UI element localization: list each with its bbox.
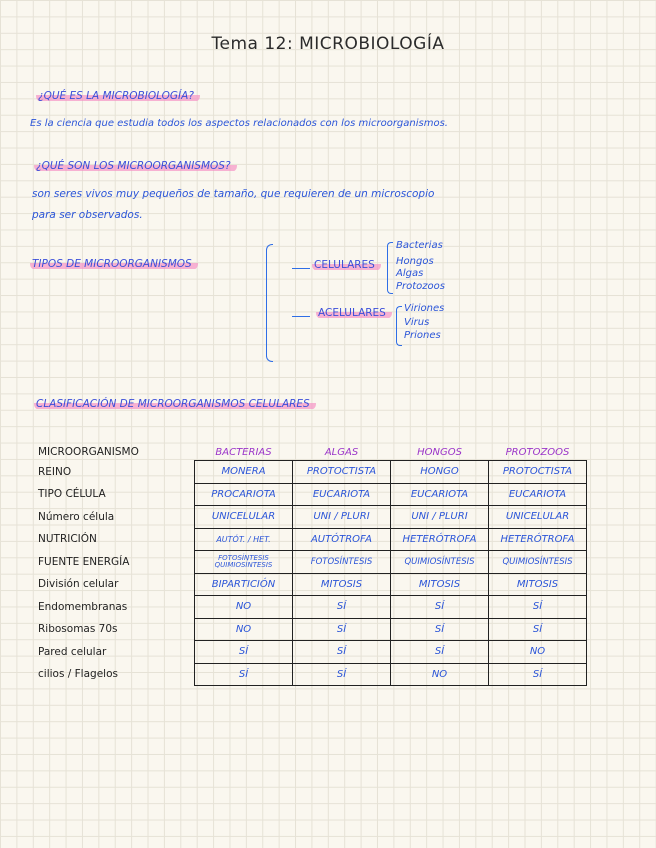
- table-row: [38, 483, 587, 506]
- table-cell: SÍ: [195, 641, 293, 664]
- table-cell: NO: [195, 618, 293, 641]
- cellular-item: Bacterias: [396, 240, 443, 251]
- column-header: BACTERIAS: [195, 444, 293, 461]
- answer-text: son seres vivos muy pequeños de tamaño, que requieren de un microscopio: [32, 188, 435, 200]
- column-header: PROTOZOOS: [489, 444, 587, 461]
- table-cell: SÍ: [293, 663, 391, 686]
- question-heading: ¿QUÉ ES LA MICROBIOLOGÍA?: [36, 90, 200, 102]
- table-cell: UNI / PLURI: [391, 506, 489, 529]
- table-cell: AUTÓTROFA: [293, 528, 391, 551]
- table-cell: NO: [195, 596, 293, 619]
- cellular-item: Algas: [396, 268, 424, 279]
- table-row: [38, 573, 587, 596]
- table-cell: SÍ: [195, 663, 293, 686]
- table-cell: AUTÓT. / HET.: [195, 528, 293, 551]
- tree-connector: [292, 316, 310, 317]
- classification-heading: CLASIFICACIÓN DE MICROORGANISMOS CELULARES: [34, 398, 316, 410]
- table-cell: MITOSIS: [293, 573, 391, 596]
- table-row: [38, 506, 587, 529]
- row-label: Ribosomas 70s: [38, 623, 118, 636]
- row-label: FUENTE ENERGÍA: [38, 555, 130, 568]
- table-cell: SÍ: [293, 618, 391, 641]
- table-cell: UNICELULAR: [489, 506, 587, 529]
- table-cell: BIPARTICIÓN: [195, 573, 293, 596]
- table-row: [38, 641, 587, 664]
- table-cell: HETERÓTROFA: [391, 528, 489, 551]
- classification-table: [38, 444, 587, 686]
- row-label: MICROORGANISMO: [38, 446, 139, 459]
- table-cell: MONERA: [195, 461, 293, 484]
- row-label: NUTRICIÓN: [38, 533, 97, 546]
- answer-text: Es la ciencia que estudia todos los aspectos relacionados con los microorganismos.: [30, 118, 448, 129]
- row-label: División celular: [38, 578, 119, 591]
- table-row: [38, 618, 587, 641]
- acellular-label: ACELULARES: [316, 307, 392, 319]
- acellular-item: Virus: [404, 317, 430, 328]
- table-cell: QUIMIOSÍNTESIS: [489, 551, 587, 574]
- tree-brace-main: [266, 244, 273, 362]
- row-label: Endomembranas: [38, 600, 128, 613]
- table-cell: QUIMIOSÍNTESIS: [391, 551, 489, 574]
- table-cell: SÍ: [293, 596, 391, 619]
- table-cell: MITOSIS: [489, 573, 587, 596]
- row-label: Número célula: [38, 510, 115, 523]
- acellular-item: Priones: [404, 330, 441, 341]
- table-cell: HONGO: [391, 461, 489, 484]
- tree-connector: [292, 268, 310, 269]
- table-cell: FOTOSÍNTESIS: [293, 551, 391, 574]
- cellular-item: Protozoos: [396, 281, 445, 292]
- table-cell: EUCARIOTA: [293, 483, 391, 506]
- table-cell: EUCARIOTA: [391, 483, 489, 506]
- table-row: [38, 551, 587, 574]
- table-row: [38, 663, 587, 686]
- table-cell: NO: [489, 641, 587, 664]
- column-header: HONGOS: [391, 444, 489, 461]
- column-header: ALGAS: [293, 444, 391, 461]
- table-row: [38, 528, 587, 551]
- question-heading: ¿QUÉ SON LOS MICROORGANISMOS?: [34, 160, 237, 172]
- table-cell: SÍ: [489, 596, 587, 619]
- table-cell: PROCARIOTA: [195, 483, 293, 506]
- tree-brace-cellular: [387, 242, 393, 294]
- table-cell: PROTOCTISTA: [293, 461, 391, 484]
- table-cell: SÍ: [391, 618, 489, 641]
- page-title: Tema 12: MICROBIOLOGÍA: [211, 34, 445, 54]
- row-label: TIPO CÉLULA: [38, 488, 106, 501]
- cellular-item: Hongos: [396, 256, 434, 267]
- table-cell: SÍ: [489, 618, 587, 641]
- row-label: cilios / Flagelos: [38, 668, 118, 681]
- types-heading: TIPOS DE MICROORGANISMOS: [30, 258, 198, 270]
- answer-text: para ser observados.: [32, 209, 143, 221]
- table-cell: SÍ: [391, 596, 489, 619]
- acellular-item: Viriones: [404, 303, 445, 314]
- table-cell: UNI / PLURI: [293, 506, 391, 529]
- tree-brace-acellular: [396, 306, 402, 346]
- row-label: Pared celular: [38, 645, 107, 658]
- table-cell: NO: [391, 663, 489, 686]
- table-cell: PROTOCTISTA: [489, 461, 587, 484]
- table-row: [38, 461, 587, 484]
- table-cell: SÍ: [293, 641, 391, 664]
- table-cell: FOTOSÍNTESIS QUIMIOSÍNTESIS: [195, 551, 293, 574]
- table-cell: SÍ: [489, 663, 587, 686]
- table-cell: EUCARIOTA: [489, 483, 587, 506]
- table-header-row: [38, 444, 587, 461]
- row-label: REINO: [38, 465, 72, 478]
- cellular-label: CELULARES: [312, 259, 381, 271]
- table-cell: HETERÓTROFA: [489, 528, 587, 551]
- table-cell: SÍ: [391, 641, 489, 664]
- table-row: [38, 596, 587, 619]
- table-cell: MITOSIS: [391, 573, 489, 596]
- table-cell: UNICELULAR: [195, 506, 293, 529]
